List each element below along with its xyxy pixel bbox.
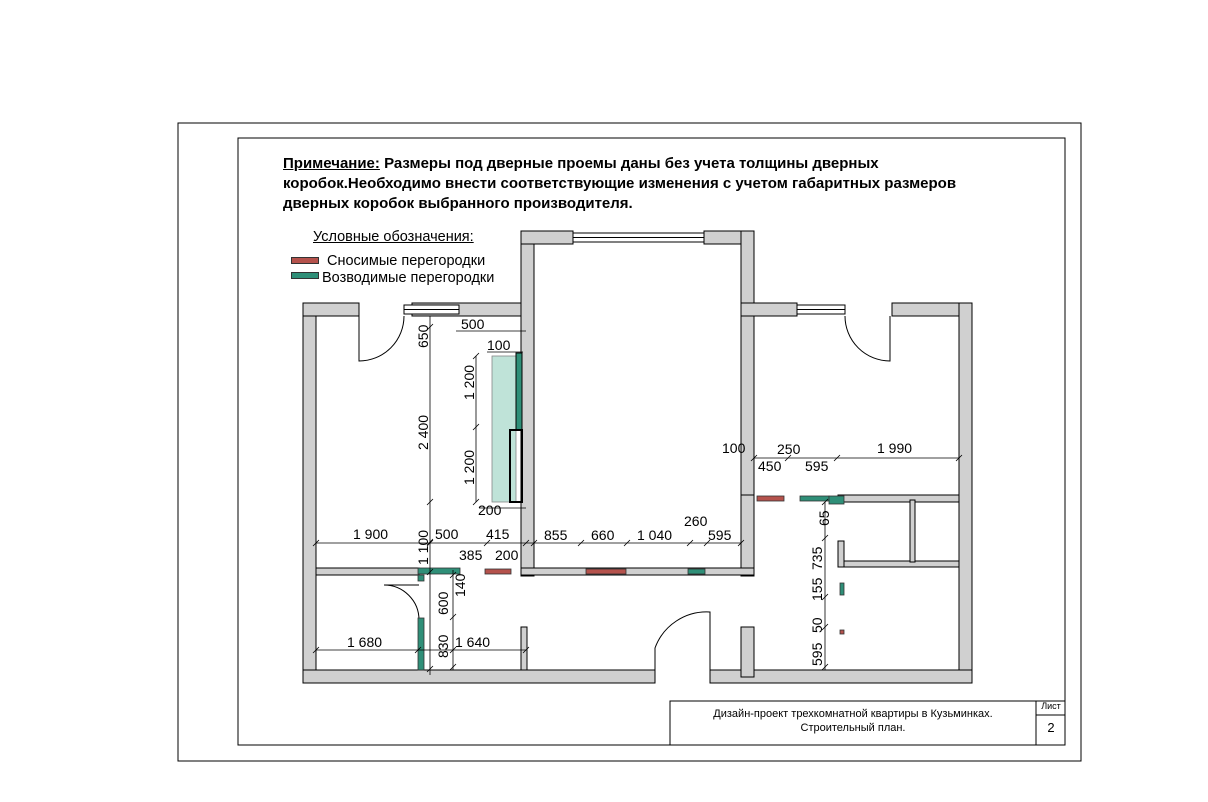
wall-bath-v1 [910,500,915,562]
dim-385: 385 [459,547,483,563]
wall-right-inner [741,495,754,575]
dim-140: 140 [452,573,468,597]
dim-450: 450 [758,458,782,474]
dim-1100: 1 100 [415,529,431,565]
dim-100-top: 100 [487,337,511,353]
dim-1640: 1 640 [455,634,491,650]
wall-right [959,303,972,683]
dim-1990: 1 990 [877,440,913,456]
dim-1040: 1 040 [637,527,673,543]
title-line-1: Дизайн-проект трехкомнатной квартиры в Кузьминках. [713,708,993,720]
dim-50: 50 [809,617,825,633]
sheet-label: Лист [1041,701,1061,711]
wall-bottom-left [303,670,655,683]
dim-250: 250 [777,441,801,457]
wall-top-left-a [303,303,359,316]
legend-item-build: Возводимые перегородки [322,270,495,286]
dim-1200-b: 1 200 [461,449,477,485]
legend-swatch-demolish [291,257,319,264]
title-block-text [672,707,1034,735]
wall-bath-top [838,495,959,502]
dim-595-a: 595 [805,458,829,474]
legend-item-demolish: Сносимые перегородки [327,253,486,269]
dim-600: 600 [435,591,451,615]
door-closet [384,585,419,620]
dim-1900: 1 900 [353,526,389,542]
dim-1200-a: 1 200 [461,364,477,400]
dim-200-b: 200 [495,547,519,563]
walls [303,231,972,683]
wall-bath-mid [842,561,959,567]
note-label: Примечание: [283,155,380,172]
dim-500-top: 500 [461,316,485,332]
wall-corridor-left [316,568,419,575]
dim-595-c: 595 [809,642,825,666]
note-body: Размеры под дверные проемы даны без учета толщины дверных коробок.Необходимо внести соответствующие изменения с учетом габаритных размеров дверных коробок выбранного производителя. [283,155,957,212]
dim-735: 735 [809,546,825,570]
door-bedroom-left [359,316,404,361]
dimension-texts [347,316,912,666]
door-entrance [655,612,710,683]
sheet-number: 2 [1047,720,1055,735]
legend-title: Условные обозначения: [313,229,474,245]
dim-2400: 2 400 [415,414,431,450]
wall-mid-top-a [521,231,573,244]
dim-660: 660 [591,527,615,543]
dim-155: 155 [809,577,825,601]
note-text [283,154,1003,214]
dim-260: 260 [684,513,708,529]
dim-200-a: 200 [478,502,502,518]
door-bedroom-right [845,316,890,361]
dim-415: 415 [486,526,510,542]
wall-mid-left [521,231,534,576]
dim-595-b: 595 [708,527,732,543]
legend-swatch-build [291,272,319,279]
dim-65: 65 [816,510,832,526]
wall-bath-v2 [838,541,844,567]
dim-100-right: 100 [722,440,746,456]
wall-right-stub [741,627,754,677]
dim-1680: 1 680 [347,634,383,650]
dim-855: 855 [544,527,568,543]
wall-right-top-a [741,303,797,316]
wardrobe-wall-top [516,353,522,430]
wall-left-stub [521,627,527,670]
title-line-2: Строительный план. [800,722,906,734]
wall-corridor-mid [521,568,754,575]
demolish-partitions [485,496,844,634]
dim-500-mid: 500 [435,526,459,542]
dim-650: 650 [415,324,431,348]
dim-830: 830 [435,634,451,658]
wall-left [303,303,316,683]
